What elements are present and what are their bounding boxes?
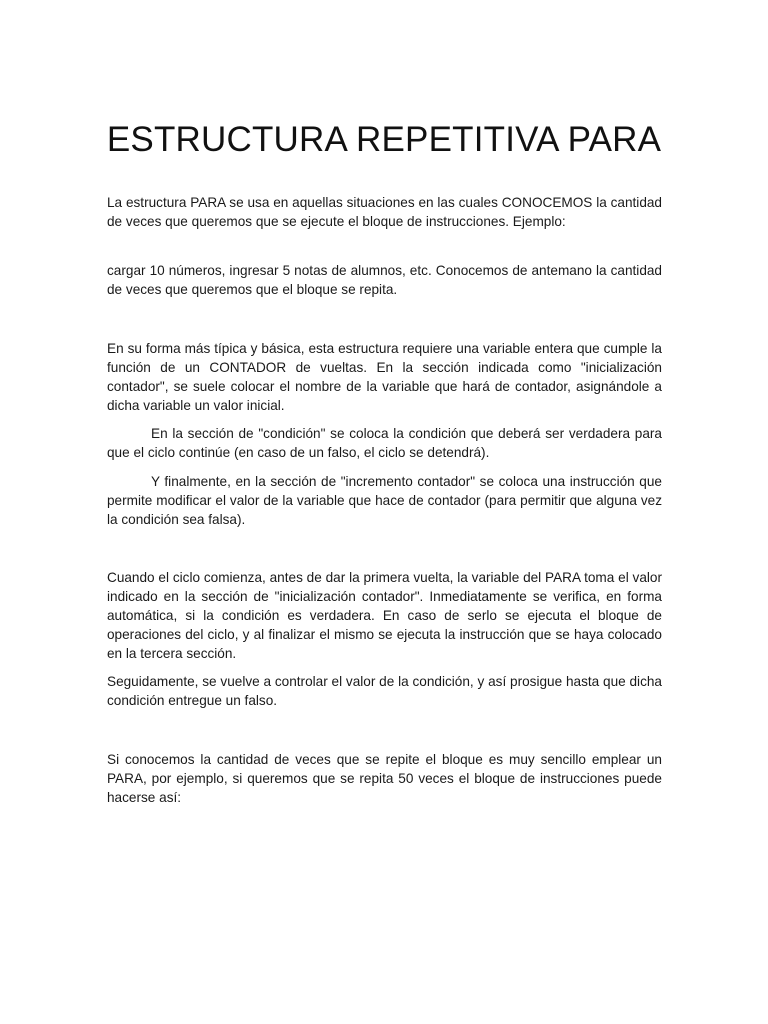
paragraph-usage-example: Si conocemos la cantidad de veces que se repite el bloque es muy sencillo emplear un PARA, por ejemplo, si queremos que se repita 50 veces el bloque de instrucciones puede hacerse así: xyxy=(107,752,662,805)
document-title: ESTRUCTURA REPETITIVA PARA xyxy=(106,120,662,159)
paragraph-cycle-repeat: Seguidamente, se vuelve a controlar el valor de la condición, y así prosigue hasta que dicha condición entregue un falso. xyxy=(107,674,662,708)
paragraph-condition-section: En la sección de "condición" se coloca la condición que deberá ser verdadera para que el ciclo continúe (en caso de un falso, el ciclo se detendrá). xyxy=(107,426,662,460)
paragraph-increment-section: Y finalmente, en la sección de "incremento contador" se coloca una instrucción que permite modificar el valor de la variable que hace de contador (para permitir que alguna vez la condición sea falsa). xyxy=(107,474,662,527)
paragraph-example: cargar 10 números, ingresar 5 notas de alumnos, etc. Conocemos de antemano la cantidad de veces que queremos que el bloque se repita. xyxy=(107,263,662,297)
paragraph-cycle-start: Cuando el ciclo comienza, antes de dar la primera vuelta, la variable del PARA toma el valor indicado en la sección de "inicialización contador". Inmediatamente se verifica, en forma automática, si la condición es verdadera. En caso de serlo se ejecuta el bloque de operaciones del ciclo, y al finalizar el mismo se ejecuta la instrucción que se haya colocado en la tercera sección. xyxy=(107,570,662,661)
paragraph-intro: La estructura PARA se usa en aquellas situaciones en las cuales CONOCEMOS la cantidad de veces que queremos que se ejecute el bloque de instrucciones. Ejemplo: xyxy=(107,195,662,229)
paragraph-counter-variable: En su forma más típica y básica, esta estructura requiere una variable entera que cumple la función de un CONTADOR de vueltas. En la sección indicada como "inicialización contador", se suele colocar el nombre de la variable que hará de contador, asignándole a dicha variable un valor inicial. xyxy=(107,341,662,413)
